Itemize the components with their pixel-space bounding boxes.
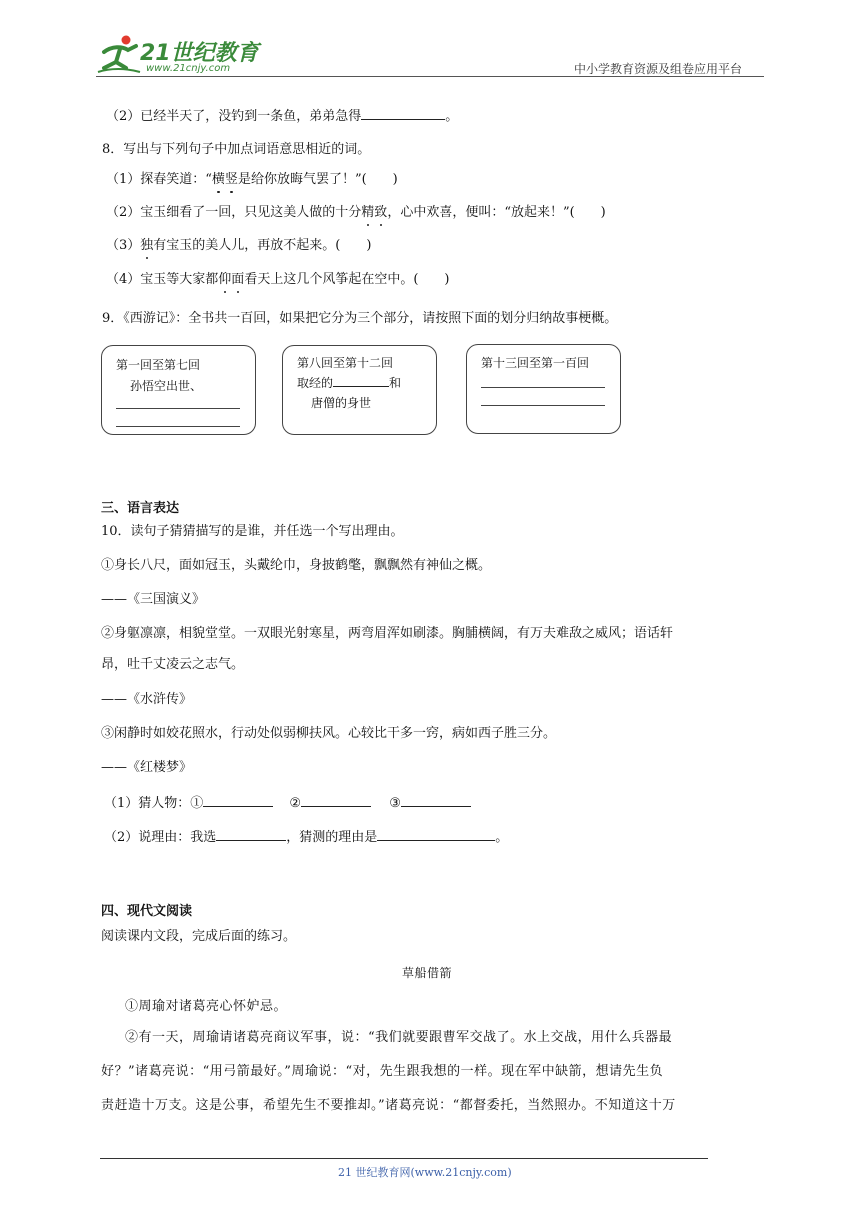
footer-text[interactable]: 21 世纪教育网(www.21cnjy.com) [338, 1166, 512, 1179]
q9-box-3: 第十三回至第一百回 [466, 344, 621, 434]
q10-source-1: ——《三国演义》 [101, 592, 206, 607]
q7-item-2: （2）已经半天了，没钓到一条鱼，弟弟急得 。 [106, 106, 458, 126]
runner-logo-icon [96, 34, 142, 76]
q9-box-1-blank-2[interactable] [116, 426, 240, 427]
q10-passage-1: ①身长八尺，面如冠玉，头戴纶巾，身披鹤氅，飘飘然有神仙之概。 [101, 558, 492, 573]
header-right-text: 中小学教育资源及组卷应用平台 [574, 62, 743, 76]
q9-box-3-blank-2[interactable] [481, 405, 605, 406]
q9-box-1: 第一回至第七回 孙悟空出世、 [101, 345, 256, 435]
logo [96, 34, 266, 78]
passage-para-2a: ②有一天，周瑜请诸葛亮商议军事，说：“我们就要跟曹军交战了。水上交战，用什么兵器最 [125, 1030, 673, 1045]
section-3-heading: 三、语言表达 [101, 501, 180, 516]
logo-url: www.21cnjy.com [146, 63, 231, 74]
q9-box-2-blank[interactable] [333, 374, 389, 387]
q8-item-4: （4）宝玉等大家都仰面看天上这几个风筝起在空中。( ) [106, 272, 450, 287]
q10-title: 10．读句子猜猜描写的是谁，并任选一个写出理由。 [101, 524, 404, 539]
q10-guess-3-blank[interactable] [401, 793, 471, 807]
passage-para-2c: 责赶造十万支。这是公事，希望先生不要推却。”诸葛亮说：“都督委托，当然照办。不知道这十万 [101, 1098, 676, 1113]
q9-box-2: 第八回至第十二回 取经的 和 唐僧的身世 [282, 345, 437, 435]
q10-answer-2: （2）说理由：我选 ，猜测的理由是 。 [104, 827, 508, 847]
section-4-intro: 阅读课内文段，完成后面的练习。 [101, 929, 297, 944]
q10-passage-2b: 昂，吐千丈凌云之志气。 [101, 657, 245, 672]
q8-item-1: （1）探春笑道：“横竖是给你放晦气罢了！”( ) [106, 172, 398, 187]
q9-box-3-blank-1[interactable] [481, 387, 605, 388]
header-divider [96, 76, 764, 77]
q8-item-2: （2）宝玉细看了一回，只见这美人做的十分精致，心中欢喜，便叫：“放起来！”( ) [106, 205, 606, 220]
q10-guess-2-blank[interactable] [301, 793, 371, 807]
q10-reason-blank[interactable] [377, 827, 495, 841]
header [0, 0, 860, 80]
q10-choice-blank[interactable] [216, 827, 286, 841]
q9-box-1-blank-1[interactable] [116, 408, 240, 409]
q10-source-3: ——《红楼梦》 [101, 760, 193, 775]
q10-source-2: ——《水浒传》 [101, 692, 193, 707]
q7-item-2-blank[interactable] [361, 106, 445, 120]
q9-title: 9．《西游记》：全书共一百回，如果把它分为三个部分，请按照下面的划分归纳故事梗概。 [102, 311, 618, 326]
q10-guess-1-blank[interactable] [203, 793, 273, 807]
passage-title: 草船借箭 [402, 966, 453, 980]
passage-para-2b: 好？”诸葛亮说：“用弓箭最好。”周瑜说：“对，先生跟我想的一样。现在军中缺箭，想请先生负 [101, 1064, 664, 1079]
passage-para-1: ①周瑜对诸葛亮心怀妒忌。 [125, 999, 288, 1014]
section-4-heading: 四、现代文阅读 [101, 904, 193, 919]
q10-passage-2a: ②身躯凛凛，相貌堂堂。一双眼光射寒星，两弯眉浑如刷漆。胸脯横阔，有万夫难敌之威风；语话轩 [101, 626, 674, 641]
footer-divider [100, 1158, 708, 1159]
logo-title: 21世纪教育 [140, 41, 259, 66]
q10-passage-3: ③闲静时如姣花照水，行动处似弱柳扶风。心较比干多一窍，病如西子胜三分。 [101, 726, 557, 741]
q8-item-3: （3）独有宝玉的美人儿，再放不起来。( ) [106, 238, 372, 253]
q10-answer-1: （1）猜人物：① ② ③ [104, 793, 471, 813]
q8-title: 8．写出与下列句子中加点词语意思相近的词。 [102, 142, 371, 157]
